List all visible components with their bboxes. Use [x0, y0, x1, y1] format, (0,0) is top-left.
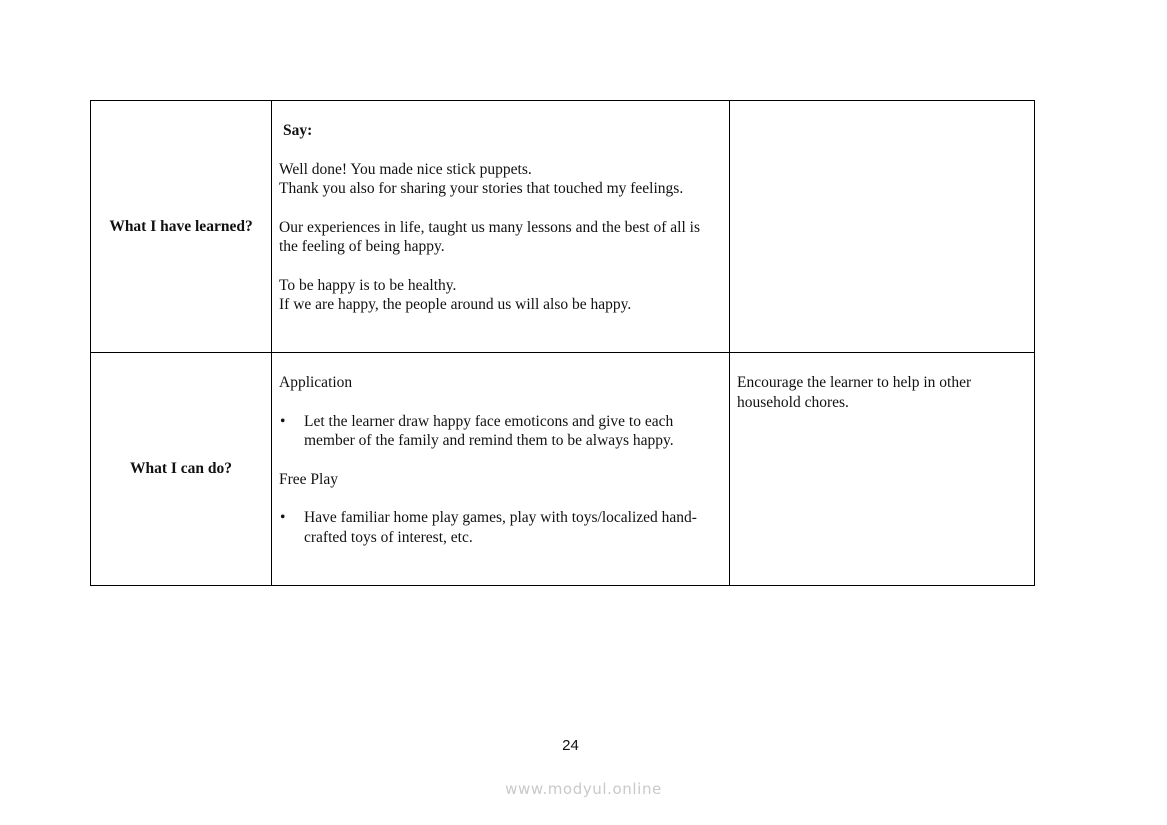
page-number: 24: [562, 737, 579, 754]
table-row: [91, 101, 1035, 353]
section-heading: Free Play: [279, 470, 338, 488]
row-content: [272, 101, 730, 353]
row-label: What I have learned?: [91, 101, 272, 353]
row-notes: [730, 101, 1035, 353]
row-label: What I can do?: [91, 353, 272, 586]
paragraph: [279, 276, 721, 315]
text-line: If we are happy, the people around us will also be happy.: [279, 296, 632, 313]
watermark: www.modyul.online: [505, 780, 662, 798]
text-line: To be happy is to be healthy.: [279, 276, 457, 294]
list-item: • Have familiar home play games, play with toys/localized hand-crafted toys of interest, etc.: [279, 508, 721, 547]
section-heading: Application: [279, 374, 353, 391]
paragraph: [279, 218, 721, 257]
say-label: Say:: [283, 122, 313, 139]
row-notes: Encourage the learner to help in other household chores.: [730, 353, 1035, 586]
row-content: [272, 353, 730, 586]
bullet-list: [279, 508, 721, 547]
paragraph: [279, 160, 721, 199]
text-line: Well done! You made nice stick puppets.: [279, 160, 532, 178]
table-row: [91, 353, 1035, 586]
text-line: Thank you also for sharing your stories that touched my feelings.: [279, 180, 684, 197]
lesson-table: [90, 100, 1035, 586]
list-item: • Let the learner draw happy face emoticons and give to each member of the family and remind them to be always happy.: [279, 412, 721, 451]
bullet-list: [279, 412, 721, 451]
text-line: Our experiences in life, taught us many lessons and the best of all is the feeling of being happy.: [279, 218, 700, 255]
